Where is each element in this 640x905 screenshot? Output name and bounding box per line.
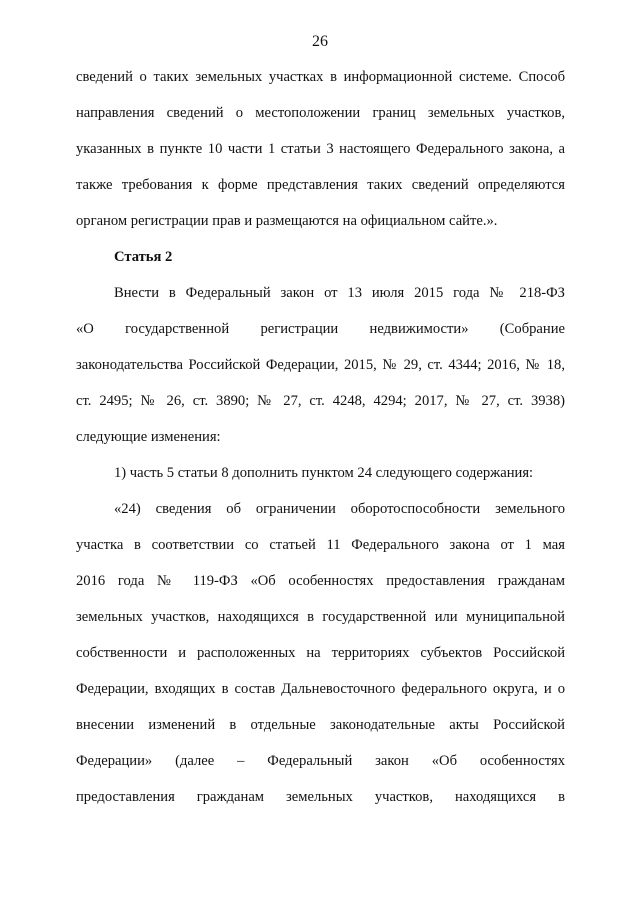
paragraph-line: указанных в пункте 10 части 1 статьи 3 настоящего Федерального закона, а xyxy=(76,141,565,157)
paragraph-line: внесении изменений в отдельные законодательные акты Российской xyxy=(76,717,565,733)
paragraph-line: «24) сведения об ограничении оборотоспособности земельного xyxy=(114,501,565,517)
paragraph-line: направления сведений о местоположении границ земельных участков, xyxy=(76,105,565,121)
paragraph-line: Федерации» (далее – Федеральный закон «Об особенностях xyxy=(76,753,565,769)
article-heading: Статья 2 xyxy=(114,249,173,265)
paragraph-line: 2016 года № 119-ФЗ «Об особенностях предоставления гражданам xyxy=(76,573,565,589)
paragraph-line: органом регистрации прав и размещаются на официальном сайте.». xyxy=(76,213,498,229)
paragraph-line: собственности и расположенных на территориях субъектов Российской xyxy=(76,645,565,661)
paragraph-line: сведений о таких земельных участках в информационной системе. Способ xyxy=(76,69,565,85)
paragraph-line: законодательства Российской Федерации, 2015, № 29, ст. 4344; 2016, № 18, xyxy=(76,357,565,373)
paragraph-line: следующие изменения: xyxy=(76,429,221,445)
page-number: 26 xyxy=(312,33,328,50)
paragraph-line: земельных участков, находящихся в государственной или муниципальной xyxy=(76,609,565,625)
paragraph-line: участка в соответствии со статьей 11 Федерального закона от 1 мая xyxy=(76,537,565,553)
paragraph-line: 1) часть 5 статьи 8 дополнить пунктом 24 следующего содержания: xyxy=(114,465,534,481)
paragraph-line: также требования к форме представления таких сведений определяются xyxy=(76,177,565,193)
paragraph-line: Внести в Федеральный закон от 13 июля 2015 года № 218-ФЗ xyxy=(114,285,565,301)
paragraph-line: ст. 2495; № 26, ст. 3890; № 27, ст. 4248, 4294; 2017, № 27, ст. 3938) xyxy=(76,393,565,409)
paragraph-line: «О государственной регистрации недвижимости» (Собрание xyxy=(76,321,565,337)
paragraph-line: предоставления гражданам земельных участков, находящихся в xyxy=(76,789,565,805)
paragraph-line: Федерации, входящих в состав Дальневосточного федерального округа, и о xyxy=(76,681,565,697)
